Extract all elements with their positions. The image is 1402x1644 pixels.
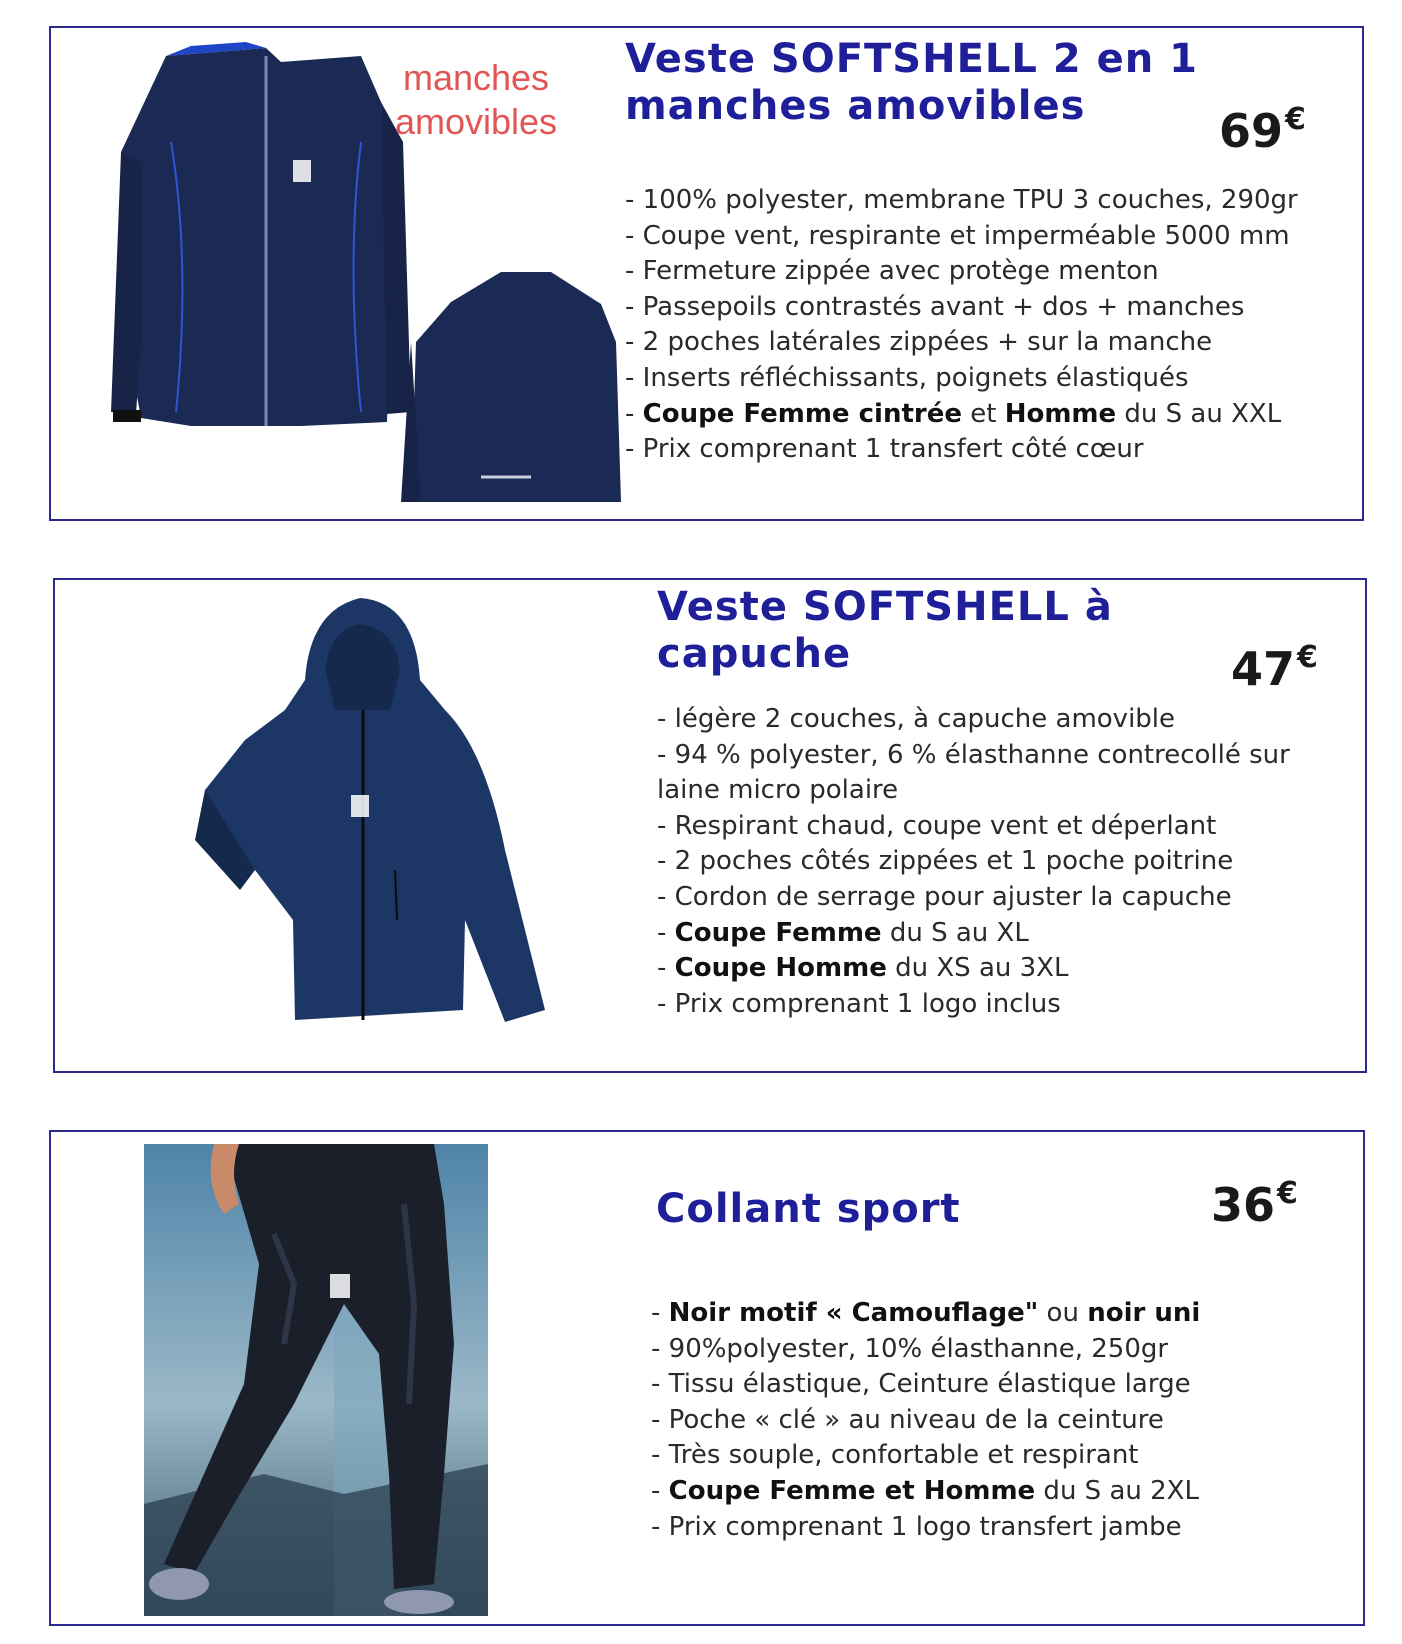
feature-item: - légère 2 couches, à capuche amovible [657,704,1176,734]
feature-item: - Cordon de serrage pour ajuster la capuche [657,881,1232,912]
currency-symbol: € [1285,102,1306,137]
fit-women: Coupe Femme cintrée [642,398,962,429]
feature-item: - 100% polyester, membrane TPU 3 couches, 290gr [625,185,1298,215]
feature-item: - Prix comprenant 1 transfert côté cœur [625,434,1144,465]
bullet-dash: - [657,917,675,948]
product-card-softshell-2en1 [49,26,1364,521]
feature-item: - Tissu élastique, Ceinture élastique large [651,1369,1191,1400]
price-value: 47 [1231,642,1296,696]
feature-item-fit-men [657,951,1317,987]
feature-item: - 2 poches côtés zippées et 1 poche poitrine [657,846,1234,877]
price [1211,1176,1298,1232]
fit-sizes: du S au XXL [1116,398,1282,429]
bullet-dash: - [657,953,675,984]
price-value: 36 [1211,1178,1276,1232]
feature-item: - 2 poches latérales zippées + sur la manche [625,327,1213,358]
fit-men: Coupe Homme [674,953,887,984]
callout-line-1: manches [402,57,550,98]
currency-symbol: € [1277,1176,1298,1211]
title-line-1: Veste SOFTSHELL 2 en 1 [625,36,1198,82]
fit-sizes: du XS au 3XL [886,953,1069,984]
feature-list [651,1296,1331,1545]
price-value: 69 [1219,104,1284,158]
bullet-dash: - [651,1475,669,1506]
callout-manches-amovibles [361,56,591,144]
price [1219,102,1306,158]
hooded-jacket-image [145,590,585,1060]
feature-item: - Poche « clé » au niveau de la ceinture [651,1404,1164,1435]
feature-item: - 94 % polyester, 6 % élasthanne contrecollé sur laine micro polaire [657,739,1290,806]
title-line-1: Veste SOFTSHELL à [657,584,1113,630]
price [1231,640,1318,696]
product-title [657,584,1113,678]
fit-women: Coupe Femme [674,917,882,948]
bullet-dash: - [651,1298,669,1328]
feature-item: - Prix comprenant 1 logo inclus [657,988,1061,1019]
feature-item: - Fermeture zippée avec protège menton [625,256,1159,287]
currency-symbol: € [1297,640,1318,675]
feature-item: - Très souple, confortable et respirant [651,1440,1139,1471]
feature-item: - Respirant chaud, coupe vent et déperlant [657,810,1217,841]
feature-item-fit-women [657,916,1317,952]
sport-tights-image [144,1144,488,1616]
fit-unisex: Coupe Femme et Homme [668,1475,1036,1506]
product-title: Collant sport [656,1186,961,1232]
product-title [625,36,1198,130]
callout-line-2: amovibles [394,101,558,142]
title-line-2: capuche [657,631,852,677]
feature-item-colors [651,1296,1331,1332]
bullet-dash: - [625,398,643,429]
feature-item: - Passepoils contrastés avant + dos + manches [625,291,1245,322]
feature-item: - Prix comprenant 1 logo transfert jambe [651,1511,1182,1542]
feature-item: - 90%polyester, 10% élasthanne, 250gr [651,1333,1169,1364]
feature-list [657,702,1317,1022]
color-camo: Noir motif « Camouflage" [668,1298,1039,1328]
fit-sizes: du S au 2XL [1035,1475,1199,1506]
color-connector: ou [1038,1298,1088,1328]
fit-connector: et [961,398,1005,429]
product-card-collant-sport [49,1130,1365,1626]
color-plain: noir uni [1087,1298,1201,1328]
feature-item: - Coupe vent, respirante et imperméable 5000 mm [625,220,1290,251]
feature-list [625,183,1345,468]
fit-sizes: du S au XL [881,917,1029,948]
feature-item: - Inserts réfléchissants, poignets élastiqués [625,362,1189,393]
feature-item-fit [625,397,1345,433]
product-card-softshell-capuche [53,578,1367,1073]
fit-men: Homme [1004,398,1117,429]
feature-item-fit [651,1474,1331,1510]
title-line-2: manches amovibles [625,83,1086,129]
